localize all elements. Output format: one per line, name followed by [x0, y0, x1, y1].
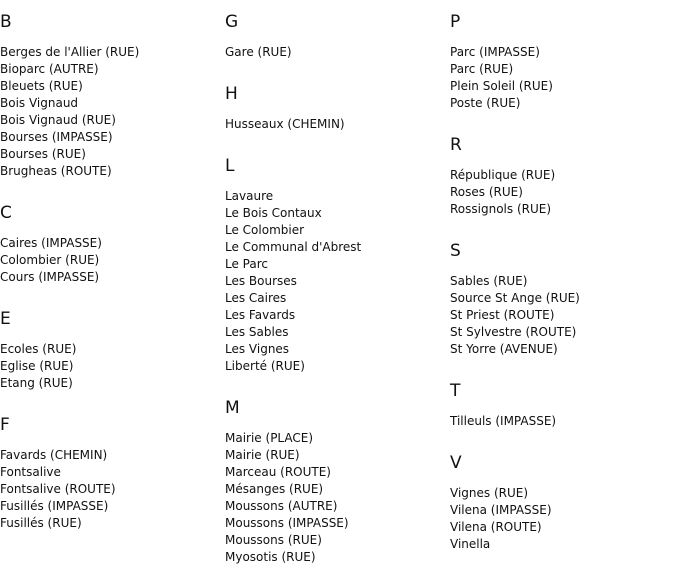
letter-group	[450, 112, 670, 218]
street-link[interactable]: Caires (IMPASSE)	[0, 236, 102, 250]
letter-heading: G	[225, 12, 239, 32]
street-link[interactable]: St Sylvestre (ROUTE)	[450, 325, 577, 339]
street-list-item	[0, 375, 220, 392]
street-list-item	[0, 481, 220, 498]
street-link[interactable]: Gare (RUE)	[225, 45, 292, 59]
street-list-item	[450, 290, 670, 307]
street-link[interactable]: Sables (RUE)	[450, 274, 528, 288]
street-link[interactable]: Bois Vignaud	[0, 96, 79, 110]
street-list-item	[0, 341, 220, 358]
street-link[interactable]: Ecoles (RUE)	[0, 342, 77, 356]
letter-group	[225, 0, 445, 61]
street-list-item	[450, 413, 670, 430]
street-link[interactable]: Le Communal d'Abrest	[225, 240, 362, 254]
street-link[interactable]: Fusillés (IMPASSE)	[0, 499, 109, 513]
street-list-item	[225, 532, 445, 549]
street-list-item	[225, 188, 445, 205]
street-list-item	[450, 201, 670, 218]
letter-group	[0, 392, 220, 532]
street-link[interactable]: Les Caires	[225, 291, 287, 305]
street-list-item	[225, 498, 445, 515]
street-list-item	[450, 61, 670, 78]
street-link[interactable]: St Priest (ROUTE)	[450, 308, 555, 322]
street-list-item	[0, 129, 220, 146]
street-list-item	[450, 502, 670, 519]
street-list-item	[0, 163, 220, 180]
street-list-item	[225, 205, 445, 222]
street-link[interactable]: Eglise (RUE)	[0, 359, 74, 373]
street-list-item	[0, 252, 220, 269]
street-link[interactable]: Favards (CHEMIN)	[0, 448, 108, 462]
street-list-item	[0, 447, 220, 464]
street-link[interactable]: Moussons (IMPASSE)	[225, 516, 349, 530]
street-list	[450, 273, 670, 358]
street-list-item	[0, 235, 220, 252]
street-link[interactable]: Moussons (RUE)	[225, 533, 322, 547]
street-list-item	[0, 112, 220, 129]
index-column-1	[0, 0, 220, 532]
street-list-item	[225, 222, 445, 239]
street-link[interactable]: Moussons (AUTRE)	[225, 499, 338, 513]
street-list-item	[0, 515, 220, 532]
street-list-item	[450, 78, 670, 95]
street-list-item	[225, 358, 445, 375]
street-link[interactable]: Les Vignes	[225, 342, 290, 356]
street-list-item	[450, 44, 670, 61]
street-list-item	[450, 536, 670, 553]
street-link[interactable]: Tilleuls (IMPASSE)	[450, 414, 557, 428]
street-link[interactable]: République (RUE)	[450, 168, 556, 182]
street-list-item	[450, 307, 670, 324]
street-link[interactable]: Lavaure	[225, 189, 274, 203]
street-link[interactable]: Marceau (ROUTE)	[225, 465, 331, 479]
street-list-item	[225, 341, 445, 358]
street-list-item	[225, 481, 445, 498]
street-list-item	[0, 464, 220, 481]
letter-heading: M	[225, 398, 240, 418]
street-list	[225, 430, 445, 566]
street-link[interactable]: Brugheas (ROUTE)	[0, 164, 112, 178]
street-list	[450, 167, 670, 218]
letter-group	[450, 358, 670, 430]
street-link[interactable]: Colombier (RUE)	[0, 253, 100, 267]
street-list	[450, 485, 670, 553]
street-list	[0, 447, 220, 532]
index-column-2	[225, 0, 445, 566]
street-list-item	[450, 167, 670, 184]
street-list-item	[450, 184, 670, 201]
street-link[interactable]: Rossignols (RUE)	[450, 202, 552, 216]
street-link[interactable]: Vignes (RUE)	[450, 486, 529, 500]
street-list-item	[225, 116, 445, 133]
street-link[interactable]: Bois Vignaud (RUE)	[0, 113, 116, 127]
street-list-item	[0, 269, 220, 286]
street-link[interactable]: Mairie (RUE)	[225, 448, 300, 462]
street-list-item	[225, 290, 445, 307]
street-link[interactable]: Parc (RUE)	[450, 62, 514, 76]
letter-group	[225, 133, 445, 375]
street-link[interactable]: Berges de l'Allier (RUE)	[0, 45, 140, 59]
street-list-item	[450, 324, 670, 341]
street-link[interactable]: Les Bourses	[225, 274, 297, 288]
letter-heading: V	[450, 453, 462, 473]
street-link[interactable]: Source St Ange (RUE)	[450, 291, 580, 305]
street-list-item	[225, 324, 445, 341]
street-link[interactable]: Husseaux (CHEMIN)	[225, 117, 345, 131]
letter-heading: E	[0, 309, 11, 329]
street-list	[450, 413, 670, 430]
street-list-item	[0, 498, 220, 515]
street-list-item	[225, 549, 445, 566]
street-link[interactable]: Bleuets (RUE)	[0, 79, 83, 93]
street-link[interactable]: Plein Soleil (RUE)	[450, 79, 553, 93]
letter-heading: L	[225, 156, 235, 176]
street-link[interactable]: Les Sables	[225, 325, 289, 339]
street-list	[0, 44, 220, 180]
street-list-item	[225, 239, 445, 256]
street-list-item	[225, 273, 445, 290]
letter-heading: T	[450, 381, 461, 401]
letter-group	[450, 430, 670, 553]
street-link[interactable]: Poste (RUE)	[450, 96, 521, 110]
street-list-item	[0, 78, 220, 95]
street-list-item	[0, 146, 220, 163]
letter-group	[0, 180, 220, 286]
street-link[interactable]: Fontsalive	[0, 465, 61, 479]
street-list	[0, 235, 220, 286]
street-link[interactable]: Fontsalive (ROUTE)	[0, 482, 116, 496]
street-list-item	[450, 485, 670, 502]
street-list	[450, 44, 670, 112]
letter-heading: S	[450, 241, 461, 261]
street-link[interactable]: Vinella	[450, 537, 491, 551]
street-list-item	[450, 273, 670, 290]
street-link[interactable]: Roses (RUE)	[450, 185, 523, 199]
street-list	[225, 188, 445, 375]
index-column-3	[450, 0, 670, 553]
street-link[interactable]: Bioparc (AUTRE)	[0, 62, 99, 76]
letter-heading: B	[0, 12, 12, 32]
street-list	[0, 341, 220, 392]
letter-group	[0, 0, 220, 180]
street-link[interactable]: Fusillés (RUE)	[0, 516, 82, 530]
street-link[interactable]: Mairie (PLACE)	[225, 431, 314, 445]
street-link[interactable]: Le Bois Contaux	[225, 206, 322, 220]
street-link[interactable]: Mésanges (RUE)	[225, 482, 324, 496]
street-link[interactable]: Etang (RUE)	[0, 376, 73, 390]
letter-heading: R	[450, 135, 462, 155]
letter-heading: H	[225, 84, 238, 104]
letter-heading: P	[450, 12, 461, 32]
street-link[interactable]: Cours (IMPASSE)	[0, 270, 100, 284]
street-link[interactable]: Bourses (RUE)	[0, 147, 86, 161]
street-link[interactable]: Liberté (RUE)	[225, 359, 305, 373]
letter-heading: C	[0, 203, 12, 223]
street-link[interactable]: Le Colombier	[225, 223, 305, 237]
letter-group	[225, 61, 445, 133]
street-list-item	[450, 95, 670, 112]
street-list-item	[225, 430, 445, 447]
street-link[interactable]: Vilena (IMPASSE)	[450, 503, 552, 517]
street-list-item	[225, 464, 445, 481]
street-link[interactable]: Les Favards	[225, 308, 296, 322]
street-list-item	[225, 515, 445, 532]
letter-group	[450, 218, 670, 358]
street-link[interactable]: Parc (IMPASSE)	[450, 45, 540, 59]
letter-group	[450, 0, 670, 112]
street-list	[225, 44, 445, 61]
street-list-item	[450, 519, 670, 536]
street-link[interactable]: Le Parc	[225, 257, 268, 271]
letter-group	[225, 375, 445, 566]
street-list	[225, 116, 445, 133]
street-list-item	[0, 44, 220, 61]
street-list-item	[0, 61, 220, 78]
street-link[interactable]: St Yorre (AVENUE)	[450, 342, 558, 356]
street-list-item	[0, 358, 220, 375]
letter-heading: F	[0, 415, 10, 435]
street-list-item	[225, 307, 445, 324]
street-list-item	[0, 95, 220, 112]
street-list-item	[225, 44, 445, 61]
street-list-item	[450, 341, 670, 358]
letter-group	[0, 286, 220, 392]
street-list-item	[225, 447, 445, 464]
street-link[interactable]: Vilena (ROUTE)	[450, 520, 542, 534]
street-link[interactable]: Bourses (IMPASSE)	[0, 130, 113, 144]
street-list-item	[225, 256, 445, 273]
street-link[interactable]: Myosotis (RUE)	[225, 550, 316, 564]
